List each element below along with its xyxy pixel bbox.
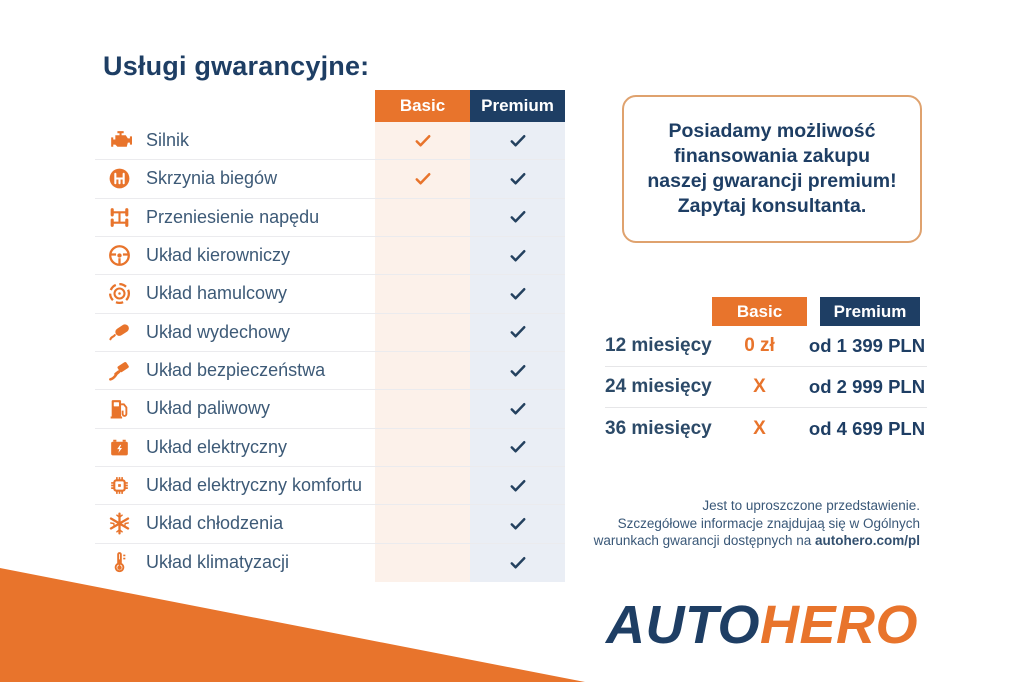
row-label: Układ kierowniczy [146, 245, 291, 266]
table-row [95, 199, 565, 237]
warranty-table [95, 90, 565, 582]
snowflake-icon [106, 511, 133, 536]
premium-checkmark-icon [470, 429, 565, 466]
table-row [95, 160, 565, 198]
page-title: Usługi gwarancyjne: [103, 51, 370, 81]
pricing-period: 36 miesięcy [605, 417, 712, 439]
pricing-basic-value: X [753, 417, 766, 439]
pricing-period: 12 miesięcy [605, 335, 712, 356]
premium-checkmark-icon [470, 314, 565, 351]
pricing-row [605, 326, 927, 367]
pricing-basic-header: Basic [712, 297, 807, 326]
premium-checkmark-icon [470, 237, 565, 274]
table-row [95, 314, 565, 352]
logo-auto-part: AUTO [606, 595, 761, 655]
pricing-table-header [605, 297, 927, 326]
corner-wedge-decoration [0, 568, 585, 682]
drivetrain-icon [106, 205, 133, 230]
table-row [95, 544, 565, 582]
table-row [95, 352, 565, 390]
premium-checkmark-icon [470, 122, 565, 159]
exhaust-icon [106, 320, 133, 345]
seatbelt-icon [106, 358, 133, 383]
row-label: Układ hamulcowy [146, 283, 288, 304]
premium-column-header: Premium [470, 90, 565, 122]
premium-checkmark-icon [470, 390, 565, 427]
basic-column-header: Basic [375, 90, 470, 122]
pricing-period: 24 miesięcy [605, 376, 712, 397]
premium-checkmark-icon [470, 160, 565, 197]
disclaimer-text: Jest to uproszczone przedstawienie. Szczegółowe informacje znajdujaą się w Ogólnych warunkach gwarancji dostępnych na autohero.com/pl [593, 498, 920, 548]
pricing-premium-header: Premium [820, 297, 920, 326]
autohero-logo [606, 594, 918, 656]
thermometer-icon [106, 550, 133, 575]
table-row [95, 505, 565, 543]
website-url: autohero.com/pl [814, 533, 920, 548]
basic-checkmark-icon [375, 160, 470, 197]
row-label: Układ elektryczny komfortu [146, 475, 363, 496]
promo-line: naszej gwarancji premium! [647, 170, 897, 192]
pricing-premium-value: od 2 999 PLN [808, 376, 926, 397]
promo-line: Posiadamy możliwość [668, 120, 876, 142]
row-label: Układ bezpieczeństwa [146, 360, 326, 381]
chip-icon [106, 473, 133, 498]
pricing-rows [605, 326, 927, 449]
row-label: Układ klimatyzacji [146, 552, 290, 573]
warranty-table-header [95, 90, 565, 122]
row-label: Silnik [146, 130, 190, 151]
pricing-row [605, 367, 927, 408]
logo-hero-part: HERO [760, 595, 919, 655]
table-row [95, 122, 565, 160]
table-row [95, 429, 565, 467]
row-label: Przeniesienie napędu [146, 206, 320, 227]
pricing-premium-value: od 1 399 PLN [808, 335, 926, 356]
pricing-basic-value: 0 zł [744, 335, 775, 356]
row-label: Układ chłodzenia [146, 513, 284, 534]
steering-wheel-icon [106, 243, 133, 268]
battery-icon [106, 435, 133, 460]
pricing-premium-value: od 4 699 PLN [808, 417, 926, 439]
engine-icon [106, 128, 133, 153]
gearbox-icon [106, 166, 133, 191]
table-row [95, 467, 565, 505]
row-label: Układ paliwowy [146, 398, 271, 419]
row-label: Układ elektryczny [146, 436, 288, 457]
premium-checkmark-icon [470, 199, 565, 236]
table-row [95, 275, 565, 313]
table-row [95, 237, 565, 275]
pricing-row [605, 408, 927, 449]
premium-checkmark-icon [470, 275, 565, 312]
pricing-basic-value: X [753, 376, 766, 397]
premium-checkmark-icon [470, 352, 565, 389]
table-row [95, 390, 565, 428]
basic-checkmark-icon [375, 122, 470, 159]
promo-line: Zapytaj konsultanta. [677, 195, 867, 217]
row-label: Układ wydechowy [146, 321, 291, 342]
promo-line: finansowania zakupu [673, 145, 871, 167]
warranty-rows [95, 122, 565, 582]
row-label: Skrzynia biegów [146, 168, 278, 189]
brake-disc-icon [106, 281, 133, 306]
fuel-pump-icon [106, 396, 133, 421]
financing-promo-box [622, 95, 922, 243]
pricing-table [605, 297, 927, 449]
